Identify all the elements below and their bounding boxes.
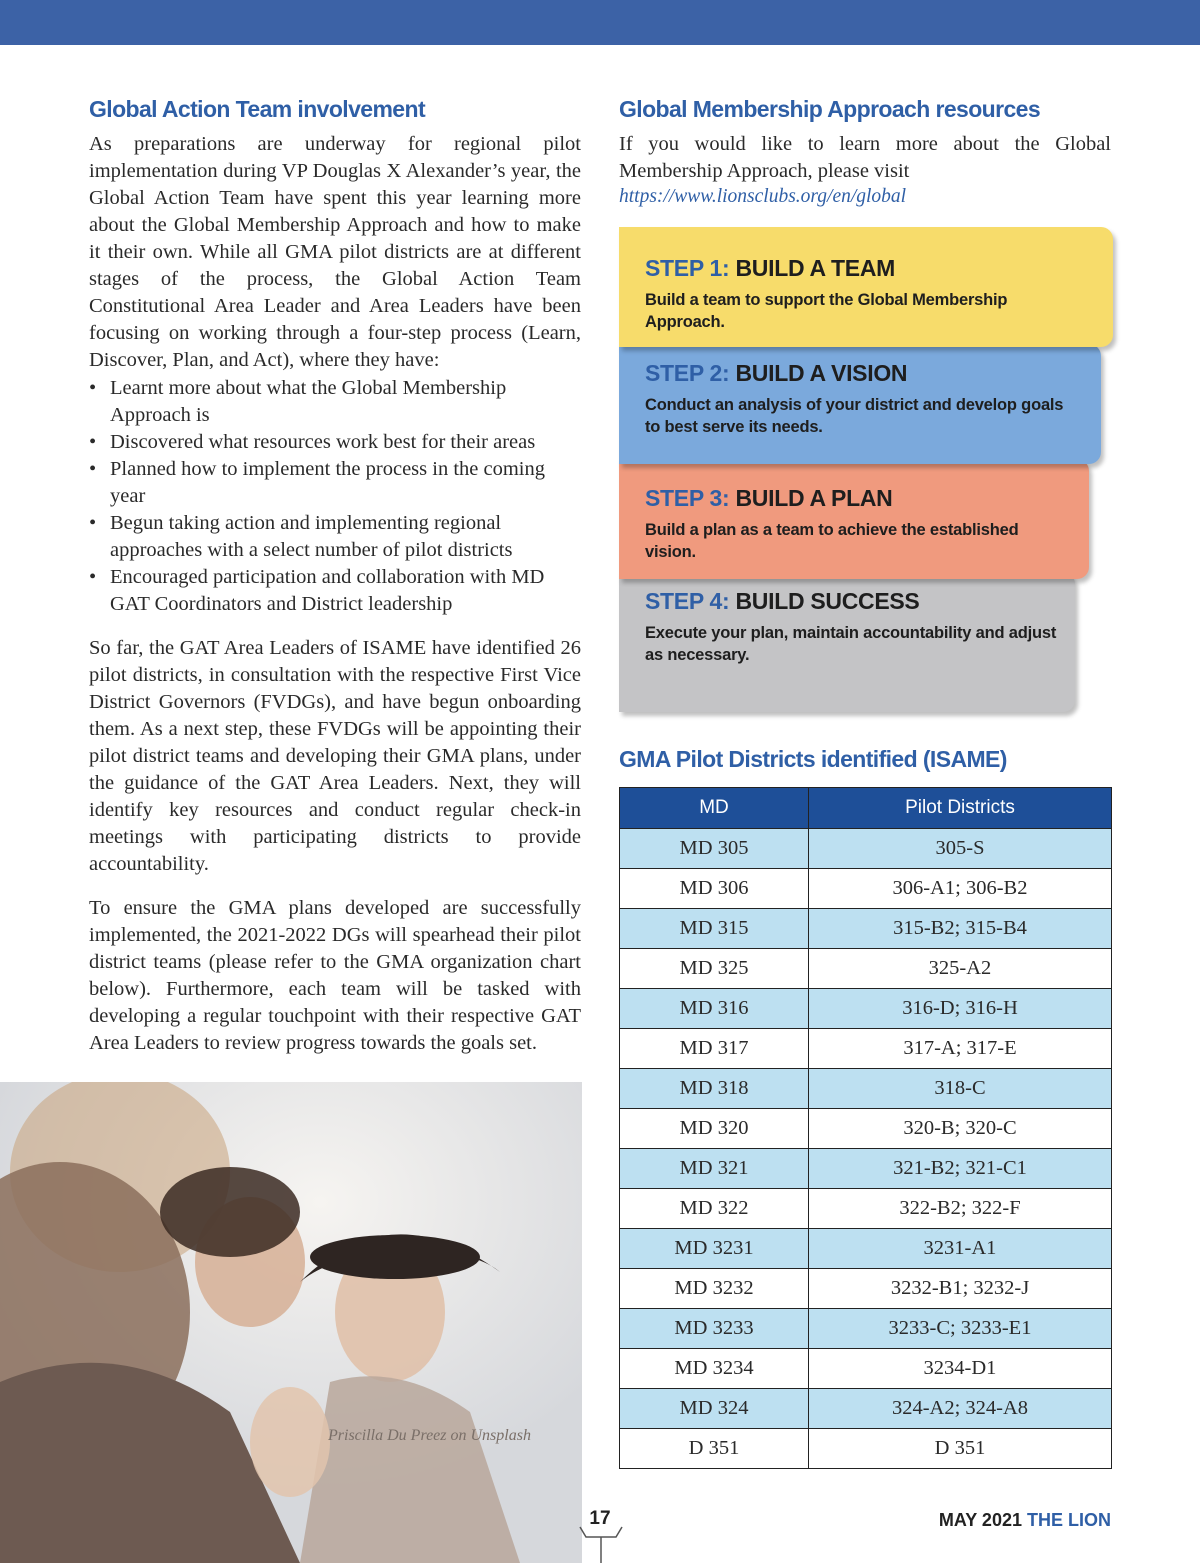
table-cell-md: MD 3233 [620,1309,809,1349]
table-header-row [620,788,1112,829]
page-number: 17 [589,1508,611,1529]
table-cell-md: MD 318 [620,1069,809,1109]
table-row [620,1309,1112,1349]
table-cell-districts: 325-A2 [809,949,1112,989]
table-cell-districts: 3231-A1 [809,1229,1112,1269]
table-cell-districts: 324-A2; 324-A8 [809,1389,1112,1429]
table-cell-md: MD 3232 [620,1269,809,1309]
table-row [620,1269,1112,1309]
list-item: • Planned how to implement the process in the coming year [89,456,581,510]
table-row [620,1149,1112,1189]
table-cell-districts: 306-A1; 306-B2 [809,869,1112,909]
column-header-md: MD [620,788,809,829]
table-cell-districts: 316-D; 316-H [809,989,1112,1029]
step-1-description: Build a team to support the Global Membership Approach. [645,291,1008,331]
table-cell-districts: 317-A; 317-E [809,1029,1112,1069]
table-row [620,869,1112,909]
table-cell-districts: 3233-C; 3233-E1 [809,1309,1112,1349]
step-4-title: STEP 4: BUILD SUCCESS [645,588,920,614]
table-cell-md: MD 322 [620,1189,809,1229]
step-card-1 [619,227,1113,347]
page-number-bracket [578,1525,624,1563]
top-banner [0,0,1200,45]
table-cell-districts: 315-B2; 315-B4 [809,909,1112,949]
table-cell-districts: D 351 [809,1429,1112,1469]
table-row [620,1389,1112,1429]
step-card-4 [619,572,1075,712]
table-row [620,909,1112,949]
table-cell-districts: 3234-D1 [809,1349,1112,1389]
section-heading-resources: Global Membership Approach resources [619,96,1041,122]
gma-resources-link[interactable]: https://www.lionsclubs.org/en/global [619,186,907,207]
table-row [620,1109,1112,1149]
photo-illustration [0,1082,582,1563]
table-cell-districts: 322-B2; 322-F [809,1189,1112,1229]
table-cell-md: MD 325 [620,949,809,989]
table-cell-md: MD 317 [620,1029,809,1069]
table-cell-districts: 320-B; 320-C [809,1109,1112,1149]
table-row [620,1069,1112,1109]
process-bullet-list [89,375,581,618]
table-row [620,829,1112,869]
footer-date: MAY 2021 [938,1510,1022,1530]
intro-paragraph: As preparations are underway for regional pilot implementation during VP Douglas X Alexander’s year, the Global Action Team have spent this year learning more about the Global Membership Approach and how to make it their own. While all GMA pilot districts are at different stages of the process, the Global Action Team Constitutional Area Leader and Area Leaders have been focusing on working through a four-step process (Learn, Discover, Plan, and Act), where they have: [89,133,581,371]
step-3-title: STEP 3: BUILD A PLAN [645,485,893,511]
pilot-districts-table [619,787,1112,1469]
people-photo [0,1082,582,1563]
table-body [620,829,1112,1469]
table-cell-districts: 3232-B1; 3232-J [809,1269,1112,1309]
step-card-2 [619,344,1101,464]
footer-brand: THE LION [1027,1510,1111,1530]
pilot-districts-paragraph: So far, the GAT Area Leaders of ISAME have identified 26 pilot districts, in consultation with the respective First Vice District Governors (FVDGs), and have begun onboarding them. As a next step, these FVDGs will be appointing their pilot district teams and developing their GMA plans, under the guidance of the GAT Area Leaders. Next, they will identify key resources and conduct regular check-in meetings with participating districts to provide accountability. [89,637,581,875]
list-item: • Begun taking action and implementing regional approaches with a select number of pilot districts [89,510,581,564]
four-step-process [619,227,1129,715]
table-cell-md: MD 315 [620,909,809,949]
table-cell-districts: 321-B2; 321-C1 [809,1149,1112,1189]
table-row [620,1229,1112,1269]
table-row [620,949,1112,989]
list-item: • Discovered what resources work best for their areas [89,429,581,456]
table-row [620,1029,1112,1069]
footer-issue [939,1510,1111,1531]
gma-plans-paragraph: To ensure the GMA plans developed are successfully implemented, the 2021-2022 DGs will spearhead their pilot district teams (please refer to the GMA organization chart below). Furthermore, each team will be tasked with developing a regular touchpoint with their respective GAT Area Leaders to review progress towards the goals set. [89,897,581,1054]
step-card-3 [619,459,1089,579]
table-cell-districts: 305-S [809,829,1112,869]
table-row [620,1189,1112,1229]
step-2-description: Conduct an analysis of your district and develop goals to best serve its needs. [645,396,1064,436]
table-cell-md: MD 306 [620,869,809,909]
list-item: • Encouraged participation and collaboration with MD GAT Coordinators and District leadership [89,564,581,618]
table-heading: GMA Pilot Districts identified (ISAME) [619,746,1007,772]
table-cell-md: MD 316 [620,989,809,1029]
photo-credit: Priscilla Du Preez on Unsplash [328,1427,531,1444]
step-1-title: STEP 1: BUILD A TEAM [645,255,896,281]
table-row [620,1349,1112,1389]
table-cell-md: MD 305 [620,829,809,869]
table-row [620,1429,1112,1469]
table-cell-md: MD 320 [620,1109,809,1149]
table-cell-md: MD 321 [620,1149,809,1189]
table-cell-md: MD 3234 [620,1349,809,1389]
list-item: • Learnt more about what the Global Membership Approach is [89,375,581,429]
resources-intro: If you would like to learn more about the Global Membership Approach, please visit [619,133,1111,182]
table-row [620,989,1112,1029]
step-4-description: Execute your plan, maintain accountability and adjust as necessary. [645,624,1057,664]
column-header-pilot-districts: Pilot Districts [809,788,1112,829]
step-2-title: STEP 2: BUILD A VISION [645,360,908,386]
table-cell-md: MD 324 [620,1389,809,1429]
table-cell-md: D 351 [620,1429,809,1469]
table-cell-md: MD 3231 [620,1229,809,1269]
table-cell-districts: 318-C [809,1069,1112,1109]
step-3-description: Build a plan as a team to achieve the established vision. [645,521,1019,561]
section-heading-gat: Global Action Team involvement [89,96,426,122]
